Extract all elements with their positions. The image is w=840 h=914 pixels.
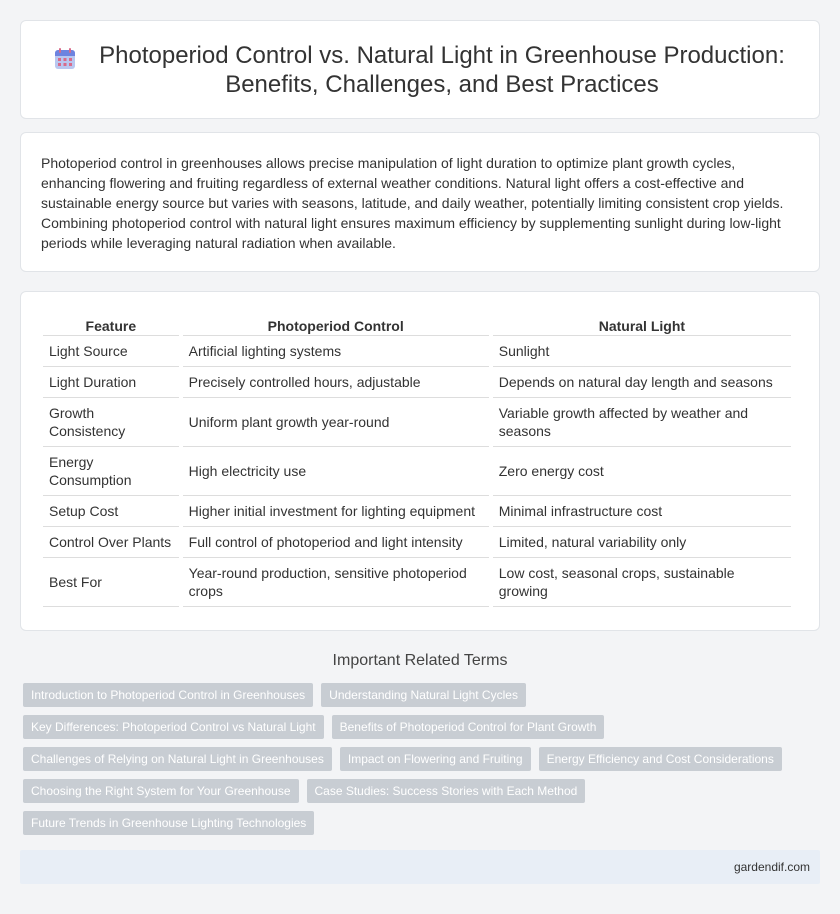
term-tag[interactable]: Introduction to Photoperiod Control in Greenhouses	[23, 683, 313, 707]
term-tag[interactable]: Energy Efficiency and Cost Considerations	[539, 747, 782, 771]
term-tag[interactable]: Impact on Flowering and Fruiting	[340, 747, 531, 771]
table-row	[43, 447, 791, 496]
table-cell: Precisely controlled hours, adjustable	[183, 367, 489, 398]
table-cell: Higher initial investment for lighting equipment	[183, 496, 489, 527]
related-terms-heading: Important Related Terms	[332, 652, 508, 669]
table-row	[43, 367, 791, 398]
comparison-table-card	[20, 291, 820, 631]
table-cell: Depends on natural day length and seasons	[493, 367, 791, 398]
table-cell: Full control of photoperiod and light intensity	[183, 527, 489, 558]
table-header-row	[43, 310, 791, 336]
table-cell: Best For	[43, 558, 179, 607]
table-row	[43, 398, 791, 447]
table-header-cell: Photoperiod Control	[183, 310, 489, 336]
intro-text: Photoperiod control in greenhouses allows precise manipulation of light duration to optimize plant growth cycles, enhancing flowering and fruiting regardless of external weather conditions. Natural light offers a cost-effective and sustainable energy source but varies with seasons, latitude, and daily weather, potentially limiting consistent crop yields. Combining photoperiod control with natural light ensures maximum efficiency by supplementing sunlight during low-light periods while leveraging natural radiation when available.	[41, 155, 784, 251]
term-tag[interactable]: Key Differences: Photoperiod Control vs Natural Light	[23, 715, 324, 739]
table-cell: Year-round production, sensitive photoperiod crops	[183, 558, 489, 607]
header-card	[20, 20, 820, 119]
table-cell: Minimal infrastructure cost	[493, 496, 791, 527]
tag-row	[23, 683, 813, 707]
title-wrap	[53, 41, 787, 99]
footer	[20, 850, 820, 884]
term-tag[interactable]: Case Studies: Success Stories with Each Method	[307, 779, 586, 803]
tag-row	[23, 715, 813, 739]
table-cell: Energy Consumption	[43, 447, 179, 496]
page-title: Photoperiod Control vs. Natural Light in Greenhouse Production: Benefits, Challenges, and Best Practices	[99, 41, 785, 98]
site-name[interactable]: gardendif.com	[733, 860, 810, 874]
table-row	[43, 496, 791, 527]
term-tag[interactable]: Understanding Natural Light Cycles	[321, 683, 526, 707]
comparison-table	[39, 310, 795, 607]
table-row	[43, 558, 791, 607]
table-cell: Low cost, seasonal crops, sustainable growing	[493, 558, 791, 607]
table-cell: Uniform plant growth year-round	[183, 398, 489, 447]
term-tag[interactable]: Choosing the Right System for Your Greenhouse	[23, 779, 299, 803]
table-cell: Setup Cost	[43, 496, 179, 527]
tag-row	[23, 811, 813, 835]
table-cell: Control Over Plants	[43, 527, 179, 558]
table-header-cell: Natural Light	[493, 310, 791, 336]
table-cell: High electricity use	[183, 447, 489, 496]
intro-card	[20, 132, 820, 272]
table-cell: Sunlight	[493, 336, 791, 367]
table-header-cell: Feature	[43, 310, 179, 336]
related-terms-list	[23, 683, 813, 843]
term-tag[interactable]: Future Trends in Greenhouse Lighting Technologies	[23, 811, 314, 835]
tag-row	[23, 779, 813, 803]
table-cell: Variable growth affected by weather and seasons	[493, 398, 791, 447]
tag-row	[23, 747, 813, 771]
table-cell: Light Source	[43, 336, 179, 367]
table-cell: Zero energy cost	[493, 447, 791, 496]
table-cell: Limited, natural variability only	[493, 527, 791, 558]
table-row	[43, 336, 791, 367]
term-tag[interactable]: Challenges of Relying on Natural Light in Greenhouses	[23, 747, 332, 771]
table-row	[43, 527, 791, 558]
table-cell: Growth Consistency	[43, 398, 179, 447]
table-cell: Light Duration	[43, 367, 179, 398]
calendar-icon	[53, 47, 77, 71]
table-cell: Artificial lighting systems	[183, 336, 489, 367]
term-tag[interactable]: Benefits of Photoperiod Control for Plant Growth	[332, 715, 605, 739]
